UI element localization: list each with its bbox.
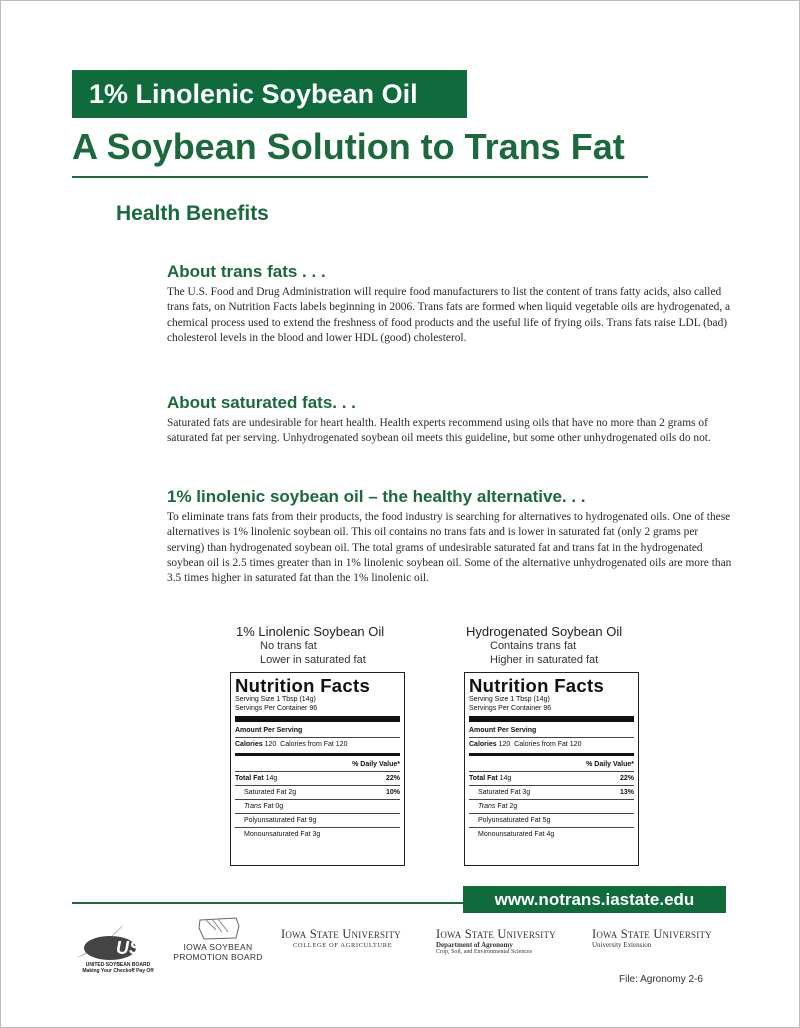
- servings-per-container: Servings Per Container 96: [235, 704, 318, 712]
- usb-caption: [72, 962, 164, 974]
- banner-title: 1% Linolenic Soybean Oil: [72, 70, 467, 118]
- total-fat-label: Total Fat: [469, 775, 498, 782]
- usb-tagline: Making Your Checkoff Pay Off: [82, 968, 154, 974]
- total-fat-value: 14g: [265, 775, 278, 782]
- isb-line-1: IOWA SOYBEAN: [183, 942, 253, 952]
- daily-value-header: % Daily Value*: [586, 761, 634, 768]
- serving-size: Serving Size 1 Tbsp (14g): [469, 696, 550, 703]
- hydrogenated-oil-note-1: Contains trans fat: [490, 640, 577, 652]
- isu-name: Iowa State University: [436, 927, 556, 941]
- saturated-fats-heading: About saturated fats. . .: [167, 393, 356, 412]
- calories-label: Calories: [235, 741, 263, 748]
- saturated-fat: Saturated Fat 3g: [478, 789, 531, 796]
- website-link[interactable]: www.notrans.iastate.edu: [463, 886, 726, 913]
- section-heading: Health Benefits: [116, 202, 269, 225]
- linolenic-oil-note-1: No trans fat: [260, 640, 317, 652]
- alternative-heading: 1% linolenic soybean oil – the healthy alternative. . .: [167, 487, 586, 506]
- saturated-fat: Saturated Fat 2g: [244, 789, 297, 796]
- servings-per-container: Servings Per Container 96: [469, 704, 552, 712]
- nutrition-label-linolenic: [230, 672, 405, 866]
- page-title: A Soybean Solution to Trans Fat: [72, 126, 625, 167]
- monounsaturated-fat: Monounsaturated Fat 4g: [478, 831, 555, 838]
- amount-per-serving: Amount Per Serving: [469, 727, 537, 734]
- nutrition-facts-title: Nutrition Facts: [235, 675, 371, 696]
- trans-label: Trans: [244, 803, 262, 810]
- isu-extension-logo: [592, 927, 712, 949]
- isu-agriculture-logo: [281, 927, 401, 949]
- usb-name: UNITED SOYBEAN BOARD: [85, 962, 151, 968]
- hydrogenated-oil-name: Hydrogenated Soybean Oil: [466, 624, 623, 639]
- footer-divider: [72, 902, 472, 904]
- trans-fat: Fat 2g: [495, 803, 518, 810]
- trans-label: Trans: [478, 803, 496, 810]
- total-fat-label: Total Fat: [235, 775, 264, 782]
- nutrition-label-hydrogenated: [464, 672, 639, 866]
- trans-fat: Fat 0g: [261, 803, 284, 810]
- hydrogenated-oil-column: [466, 624, 622, 667]
- saturated-fat-dv: 10%: [385, 789, 400, 796]
- trans-fats-body: The U.S. Food and Drug Administration will require food manufacturers to list the content of trans fatty acids, also called trans fats, on Nutrition Facts labels beginning in 2006. Trans fats are formed when liquid vegetable oils are hydrogenated, a chemical process used to extend the freshness of food products and the useful life of frying oils. Trans fats raise LDL (bad) cholesterol levels in the blood and lower HDL (good) cholesterol.: [167, 286, 731, 344]
- saturated-fat-dv: 13%: [619, 789, 634, 796]
- isu-department: Department of Agronomy: [436, 941, 513, 949]
- label-divider-thick: [469, 716, 634, 722]
- calories-value: 120: [264, 741, 277, 748]
- isb-caption: [168, 942, 268, 962]
- label-divider-medium: [235, 753, 400, 756]
- saturated-fats-body: Saturated fats are undesirable for heart health. Health experts recommend using oils that have no more than 2 grams of saturated fat per serving. Unhydrogenated soybean oil meets this guideline, but some other unhydrogenated oils do not.: [167, 417, 711, 445]
- nutrition-facts-title: Nutrition Facts: [469, 675, 605, 696]
- isb-line-2: PROMOTION BOARD: [173, 952, 263, 962]
- label-divider-medium: [469, 753, 634, 756]
- calories-from-fat: Calories from Fat 120: [514, 741, 582, 748]
- amount-per-serving: Amount Per Serving: [235, 727, 303, 734]
- calories-value: 120: [498, 741, 511, 748]
- calories-from-fat: Calories from Fat 120: [280, 741, 348, 748]
- isu-extension: University Extension: [592, 941, 652, 949]
- calories-label: Calories: [469, 741, 497, 748]
- monounsaturated-fat: Monounsaturated Fat 3g: [244, 831, 321, 838]
- alternative-section: [167, 487, 737, 586]
- hydrogenated-oil-note-2: Higher in saturated fat: [490, 654, 599, 666]
- alternative-body: To eliminate trans fats from their products, the food industry is searching for alternatives to hydrogenated oils. One of these alternatives is 1% linolenic soybean oil. This oil contains no trans fats and is lower in saturated fat (only 2 grams per serving) than hydrogenated soybean oil. The total grams of undesirable saturated fat and trans fat in the hydrogenated soybean oil is 2.5 times greater than in 1% linolenic soybean oil. Some of the alternative unhydrogenated oils are more than 3.5 times higher in saturated fat than the 1% linolenic oil.: [167, 511, 732, 585]
- isu-name: Iowa State University: [592, 927, 712, 941]
- isu-department-sub: Crop, Soil, and Environmental Sciences: [436, 949, 532, 955]
- isu-name: Iowa State University: [281, 927, 401, 941]
- serving-size: Serving Size 1 Tbsp (14g): [235, 696, 316, 703]
- saturated-fats-section: [167, 393, 737, 447]
- isu-agronomy-logo: [436, 927, 556, 956]
- iowa-map-icon: [196, 914, 242, 942]
- isu-college: COLLEGE OF AGRICULTURE: [293, 942, 393, 949]
- linolenic-oil-column: [236, 624, 384, 667]
- daily-value-header: % Daily Value*: [352, 761, 400, 768]
- label-divider-thick: [235, 716, 400, 722]
- trans-fats-section: [167, 262, 737, 346]
- linolenic-oil-name: 1% Linolenic Soybean Oil: [236, 624, 385, 639]
- total-fat-dv: 22%: [619, 775, 634, 782]
- total-fat-value: 14g: [499, 775, 512, 782]
- title-divider: [72, 176, 648, 178]
- trans-fats-heading: About trans fats . . .: [167, 262, 326, 281]
- total-fat-dv: 22%: [385, 775, 400, 782]
- file-reference: File: Agronomy 2-6: [619, 974, 703, 985]
- polyunsaturated-fat: Polyunsaturated Fat 5g: [478, 817, 551, 824]
- linolenic-oil-note-2: Lower in saturated fat: [260, 654, 366, 666]
- polyunsaturated-fat: Polyunsaturated Fat 9g: [244, 817, 317, 824]
- svg-text:USB: USB: [116, 938, 155, 958]
- usb-logo-icon: [72, 918, 162, 962]
